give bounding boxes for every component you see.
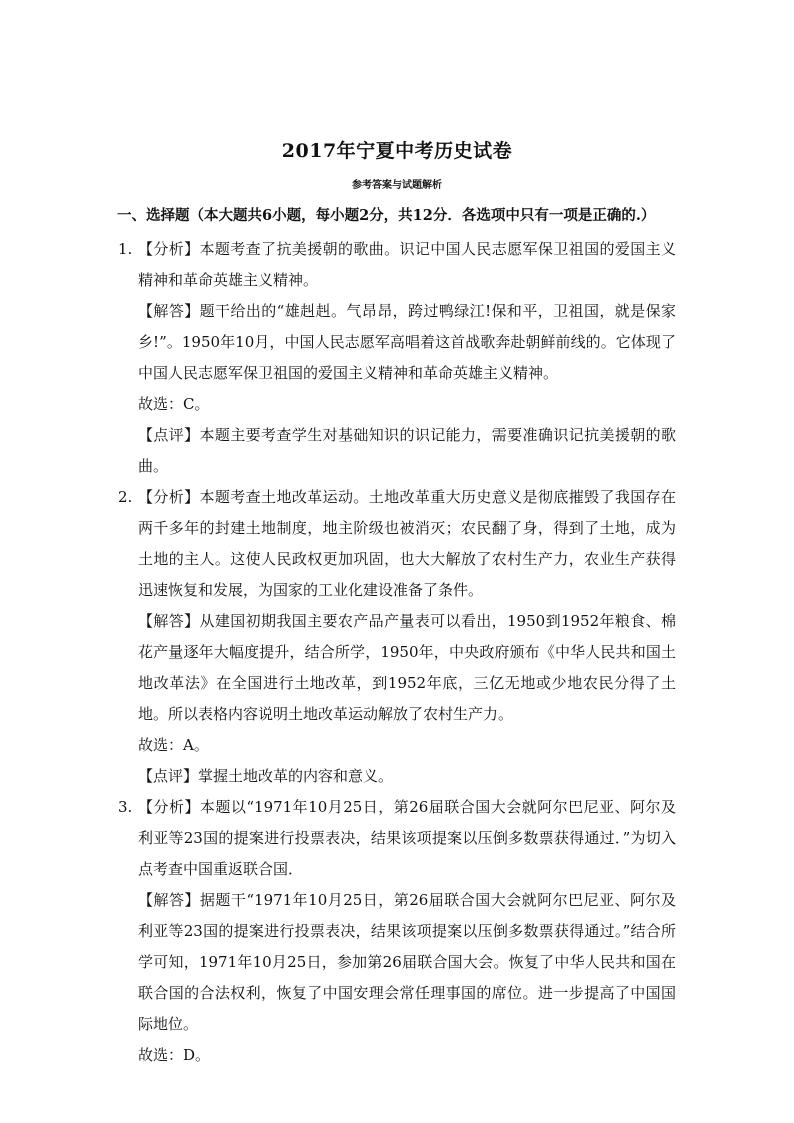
question-item bbox=[0, 482, 794, 792]
question-number: 2. bbox=[118, 488, 133, 506]
question-answer: 故选：D。 bbox=[138, 1046, 211, 1064]
page-title: 2017年宁夏中考历史试卷 bbox=[281, 140, 513, 162]
question-analysis: 【分析】本题以“1971年10月25日，第26届联合国大会就阿尔巴尼亚、阿尔及利亚等23国的提案进行投票表决，结果该项提案以压倒多数票获得通过．”为切入点考查中国重返联合国． bbox=[138, 798, 676, 878]
question-solution: 【解答】从建国初期我国主要农产品产量表可以看出，1950到1952年粮食、棉花产量逐年大幅度提升，结合所学，1950年，中央政府颁布《中华人民共和国土地改革法》在全国进行土地改革，到1952年底，三亿无地或少地农民分得了土地。所以表格内容说明土地改革运动解放了农村生产力。 bbox=[138, 612, 676, 723]
question-comment: 【点评】本题主要考查学生对基础知识的识记能力，需要准确识记抗美援朝的歌曲。 bbox=[138, 426, 676, 475]
question-number: 3. bbox=[118, 798, 133, 816]
page-subtitle: 参考答案与试题解析 bbox=[352, 180, 442, 191]
question-list bbox=[0, 234, 794, 1071]
question-number: 1. bbox=[118, 240, 133, 258]
question-solution: 【解答】题干给出的“雄赳赳。气昂昂，跨过鸭绿江!保和平，卫祖国，就是保家乡!”。1950年10月，中国人民志愿军高唱着这首战歌奔赴朝鲜前线的。它体现了中国人民志愿军保卫祖国的爱国主义精神和革命英雄主义精神。 bbox=[138, 302, 676, 382]
question-analysis: 【分析】本题考查土地改革运动。土地改革重大历史意义是彻底摧毁了我国存在两千多年的封建土地制度，地主阶级也被消灭；农民翻了身，得到了土地，成为土地的主人。这使人民政权更加巩固，也大大解放了农村生产力，农业生产获得迅速恢复和发展，为国家的工业化建设准备了条件。 bbox=[138, 488, 676, 599]
question-item bbox=[0, 792, 794, 1071]
section-header: 一、选择题（本大题共6小题，每小题2分，共12分．各选项中只有一项是正确的.） bbox=[117, 207, 656, 224]
question-answer: 故选：C。 bbox=[138, 395, 210, 413]
question-analysis: 【分析】本题考查了抗美援朝的歌曲。识记中国人民志愿军保卫祖国的爱国主义精神和革命英雄主义精神。 bbox=[138, 240, 676, 289]
question-comment: 【点评】掌握土地改革的内容和意义。 bbox=[138, 767, 394, 785]
question-answer: 故选：A。 bbox=[138, 736, 209, 754]
question-solution: 【解答】据题干“1971年10月25日，第26届联合国大会就阿尔巴尼亚、阿尔及利亚等23国的提案进行投票表决，结果该项提案以压倒多数票获得通过。”结合所学可知，1971年10月25日，参加第26届联合国大会。恢复了中华人民共和国在联合国的合法权利，恢复了中国安理会常任理事国的席位。进一步提高了中国国际地位。 bbox=[138, 891, 676, 1033]
question-item bbox=[0, 234, 794, 482]
